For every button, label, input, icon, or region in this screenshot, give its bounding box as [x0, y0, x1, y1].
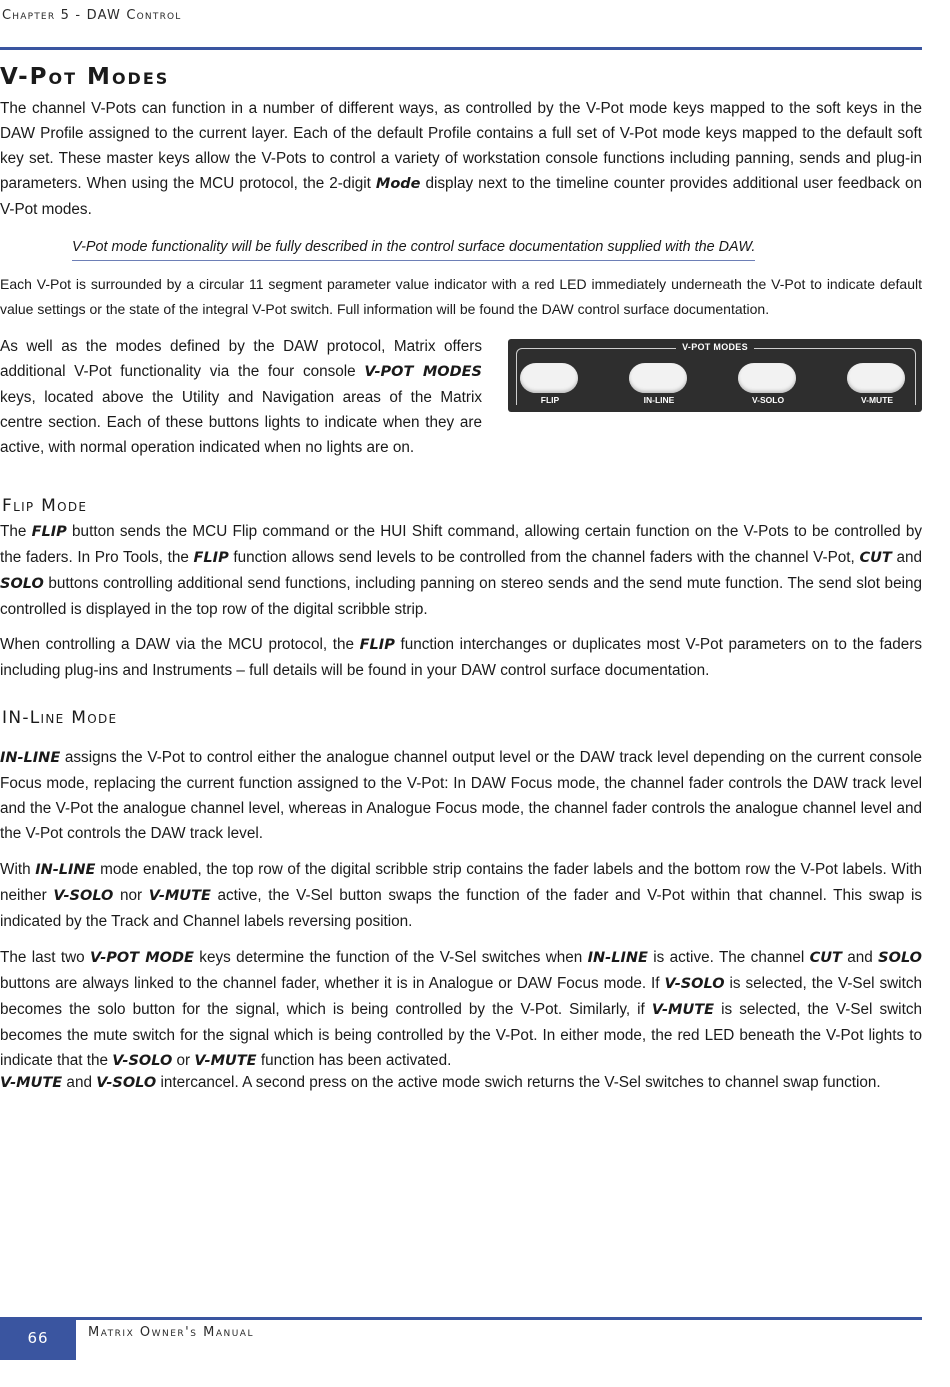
keyword: IN-LINE — [35, 862, 96, 878]
text: function allows send levels to be controlled from the channel faders with the channel V-Pot, — [228, 549, 860, 566]
keyword: V-SOLO — [664, 976, 725, 992]
section-title: V-Pot Modes — [0, 64, 170, 90]
text: display next to the timeline counter provides additional user feedback on V-Pot modes. — [0, 175, 922, 218]
keyword: FLIP — [193, 550, 229, 566]
text: is active. The channel — [647, 949, 810, 966]
page-number: 66 — [0, 1317, 76, 1360]
note: V-Pot mode functionality will be fully described in the control surface documentation supplied with the DAW. — [72, 236, 755, 261]
flip-key[interactable] — [520, 363, 578, 393]
text: function has been activated. — [256, 1052, 452, 1069]
inline-paragraph-3 — [0, 945, 922, 1074]
keyword: V-MUTE — [194, 1053, 257, 1069]
inline-key[interactable] — [629, 363, 687, 393]
keyword: Mode — [375, 176, 421, 192]
intro-paragraph — [0, 96, 922, 222]
text: mode enabled, the top row of the digital scribble strip contains the fader labels and the bottom row the V-Pot labels. With neither — [0, 861, 922, 904]
keyword: V-POT MODES — [364, 364, 482, 380]
keyword: CUT — [859, 550, 892, 566]
keyword: IN-LINE — [0, 750, 61, 766]
text: function interchanges or duplicates most V-Pot parameters on to the faders including plug-ins and Instruments – full details will be found in your DAW control surface documentation. — [0, 636, 922, 679]
keyword: V-MUTE — [651, 1002, 715, 1018]
text: buttons are always linked to the channel fader, whether it is in Analogue or DAW Focus mode. If — [0, 975, 665, 992]
text: assigns the V-Pot to control either the analogue channel output level or the DAW track level depending on the current console Focus mode, replacing the current function assigned to the V-Pot: In DAW Focus mode, the channel fader controls the DAW track level and the V-Pot the analogue channel level, whereas in Analogue Focus mode, the channel fader controls the analogue channel level and the V-Pot controls the DAW track level. — [0, 749, 922, 842]
flip-paragraph-1 — [0, 519, 922, 622]
keyword: V-SOLO — [53, 888, 114, 904]
keyword: SOLO — [878, 950, 922, 966]
text: The — [0, 523, 32, 540]
keyword: V-SOLO — [112, 1053, 173, 1069]
text: is selected, the V-Sel switch becomes the solo button for the signal, which is being controlled by the V-Pot. Similarly, if — [0, 975, 922, 1018]
text: intercancel. A second press on the active mode swich returns the V-Sel switches to channel swap function. — [156, 1074, 881, 1091]
vpot-modes-panel — [508, 339, 922, 412]
keyword: SOLO — [0, 576, 44, 592]
inline-mode-title: IN-Line Mode — [2, 708, 118, 728]
keyword: FLIP — [31, 524, 67, 540]
inline-paragraph-1 — [0, 745, 922, 846]
text: is selected, the V-Sel switch becomes the mute switch for the signal which is being controlled by the V-Pot. In either mode, the red LED beneath the V-Pot lights to indicate that the — [0, 1001, 922, 1069]
keyword: V-MUTE — [0, 1075, 63, 1091]
keyword: CUT — [809, 950, 842, 966]
text: and — [891, 549, 922, 566]
text: buttons controlling additional send functions, including panning on stereo sends and the send mute function. The send slot being controlled is displayed in the top row of the digital scribble strip. — [0, 575, 922, 618]
inline-key-label: IN-LINE — [643, 395, 675, 405]
text: The last two — [0, 949, 91, 966]
header-rule — [0, 47, 922, 50]
text: active, the V-Sel button swaps the function of the fader and V-Pot within that channel. This swap is indicated by the Track and Channel labels reversing position. — [0, 887, 922, 930]
text: As well as the modes defined by the DAW protocol, Matrix offers additional V-Pot functionality via the four console — [0, 338, 482, 380]
text: When controlling a DAW via the MCU protocol, the — [0, 636, 360, 653]
keyword: FLIP — [359, 637, 395, 653]
text: With — [0, 861, 36, 878]
vpot-indicator-paragraph: Each V-Pot is surrounded by a circular 11 segment parameter value indicator with a red LED immediately underneath the V-Pot to indicate default value settings or the state of the integral V-Pot switch. Full information will be found the DAW control surface documentation. — [0, 276, 922, 317]
keyword: V-POT MODE — [90, 950, 194, 966]
manual-title: Matrix Owner's Manual — [88, 1325, 254, 1340]
text: and — [62, 1074, 97, 1091]
keyword: IN-LINE — [587, 950, 648, 966]
footer-rule — [76, 1317, 922, 1320]
text: keys determine the function of the V-Sel switches when — [193, 949, 588, 966]
text: button sends the MCU Flip command or the HUI Shift command, allowing certain function on the V-Pots to be controlled by the faders. In Pro Tools, the — [0, 523, 922, 566]
flip-mode-title: Flip Mode — [2, 496, 88, 516]
text: and — [841, 949, 879, 966]
text: keys, located above the Utility and Navigation areas of the Matrix centre section. Each of these buttons lights to indicate when they are active, with normal operation indicated when no lights are on. — [0, 389, 482, 456]
vmute-key-label: V-MUTE — [860, 395, 894, 405]
flip-key-label: FLIP — [540, 395, 560, 405]
chapter-header: Chapter 5 - DAW Control — [2, 8, 182, 23]
keyword: V-MUTE — [148, 888, 211, 904]
text: The channel V-Pots can function in a number of different ways, as controlled by the V-Pot mode keys mapped to the soft keys in the DAW Profile assigned to the current layer. Each of the default Profile contains a full set of V-Pot mode keys mapped to the default soft key set. These master keys allow the V-Pots to control a variety of workstation console functions including panning, sends and plug-in parameters. When using the MCU protocol, the 2-digit — [0, 100, 922, 192]
keyword: V-SOLO — [96, 1075, 157, 1091]
vpot-modes-paragraph — [0, 334, 482, 460]
text: or — [172, 1052, 195, 1069]
panel-title — [508, 342, 922, 352]
inline-paragraph-4 — [0, 1070, 922, 1096]
vsolo-key[interactable] — [738, 363, 796, 393]
text: nor — [113, 887, 149, 904]
panel-title-text: V-POT MODES — [676, 342, 754, 352]
vmute-key[interactable] — [847, 363, 905, 393]
flip-paragraph-2 — [0, 632, 922, 683]
inline-paragraph-2 — [0, 857, 922, 934]
vsolo-key-label: V-SOLO — [751, 395, 785, 405]
